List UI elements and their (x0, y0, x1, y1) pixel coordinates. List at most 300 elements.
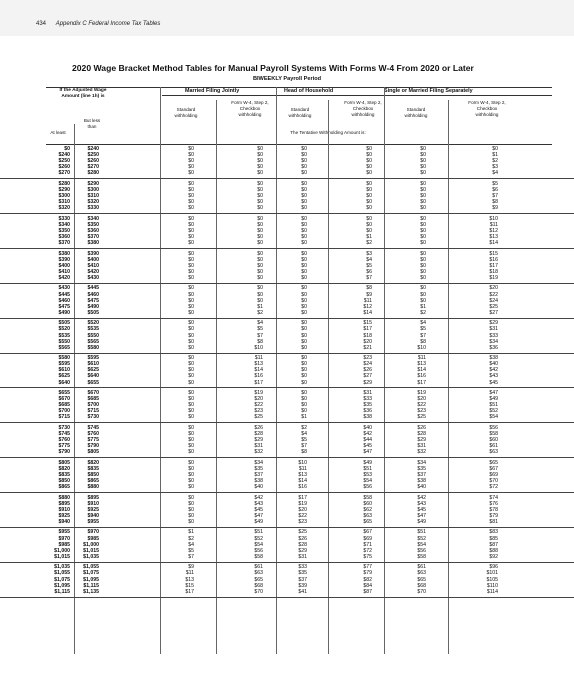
table-cell: $8 (492, 199, 498, 206)
table-cell: $38 (254, 478, 263, 485)
table-cell: $36 (363, 408, 372, 415)
table-cell: $340 (87, 215, 99, 222)
table-cell: $865 (87, 478, 99, 485)
table-cell: $17 (254, 379, 263, 386)
table-cell: $0 (420, 152, 426, 159)
table-cell: $0 (366, 170, 372, 177)
table-cell: $0 (420, 199, 426, 206)
table-cell: $745 (58, 430, 70, 437)
table-cell: $92 (489, 553, 498, 560)
table-cell: $0 (301, 344, 307, 351)
table-cell: $0 (301, 250, 307, 257)
table-cell: $910 (87, 500, 99, 507)
table-cell: $61 (254, 564, 263, 571)
table-cell: $0 (301, 390, 307, 397)
table-cell: $5 (492, 180, 498, 187)
table-cell: $0 (188, 443, 194, 450)
table-cell: $17 (185, 588, 194, 595)
table-cell: $47 (489, 390, 498, 397)
table-cell: $45 (417, 506, 426, 513)
table-cell: $320 (58, 205, 70, 212)
table-cell: $400 (87, 256, 99, 263)
table-cell: $15 (185, 582, 194, 589)
table-cell: $390 (87, 250, 99, 257)
table-cell: $44 (363, 437, 372, 444)
table-cell: $0 (366, 215, 372, 222)
table-cell: $370 (87, 234, 99, 241)
table-cell: $68 (417, 582, 426, 589)
table-cell: $32 (417, 449, 426, 456)
table-cell: $370 (58, 240, 70, 247)
table-cell: $0 (188, 215, 194, 222)
table-cell: $775 (87, 437, 99, 444)
head-standard-header (280, 107, 320, 119)
table-cell: $25 (298, 529, 307, 536)
table-cell: $850 (58, 478, 70, 485)
table-cell: $51 (489, 402, 498, 409)
table-cell: $37 (254, 471, 263, 478)
head-of-household-header: Head of Household (284, 88, 334, 94)
table-cell: $105 (486, 576, 498, 583)
table-cell: $25 (417, 414, 426, 421)
table-cell: $350 (87, 221, 99, 228)
table-cell: $20 (417, 396, 426, 403)
table-cell: $7 (366, 275, 372, 282)
table-cell: $85 (489, 535, 498, 542)
table-cell: $0 (301, 158, 307, 165)
table-cell: $10 (254, 344, 263, 351)
table-cell: $83 (489, 529, 498, 536)
table-cell: $0 (188, 430, 194, 437)
table-cell: $56 (254, 547, 263, 554)
table-cell: $14 (254, 367, 263, 374)
table-cell: $655 (87, 379, 99, 386)
table-cell: $340 (58, 221, 70, 228)
row-block (0, 495, 574, 528)
table-cell: $40 (363, 424, 372, 431)
table-cell: $21 (363, 344, 372, 351)
table-cell: $77 (363, 564, 372, 571)
table-cell: $700 (87, 402, 99, 409)
table-cell: $23 (363, 355, 372, 362)
table-cell: $11 (363, 297, 372, 304)
table-cell: $0 (188, 449, 194, 456)
table-cell: $65 (489, 459, 498, 466)
table-cell: $0 (420, 180, 426, 187)
row-block (0, 181, 574, 214)
table-cell: $400 (58, 262, 70, 269)
table-cell: $54 (363, 478, 372, 485)
table-cell: $0 (257, 170, 263, 177)
table-cell: $0 (257, 146, 263, 152)
table-cell: $0 (257, 297, 263, 304)
table-cell: $49 (363, 459, 372, 466)
tentative-amount-header: The Tentative Withholding Amount is: (290, 130, 366, 135)
table-cell: $25 (489, 303, 498, 310)
table-cell: $805 (87, 449, 99, 456)
table-cell: $23 (298, 519, 307, 526)
table-cell: $0 (188, 367, 194, 374)
table-cell: $430 (58, 285, 70, 292)
table-cell: $270 (58, 170, 70, 177)
table-cell: $11 (417, 355, 426, 362)
table-cell: $0 (301, 170, 307, 177)
table-cell: $0 (301, 355, 307, 362)
table-cell: $7 (301, 443, 307, 450)
table-cell: $75 (363, 553, 372, 560)
table-cell: $1 (492, 152, 498, 159)
table-cell: $0 (301, 309, 307, 316)
table-cell: $925 (87, 506, 99, 513)
table-cell: $0 (301, 396, 307, 403)
table-cell: $1,055 (83, 564, 99, 571)
table-cell: $0 (257, 193, 263, 200)
table-cell: $25 (254, 414, 263, 421)
table-cell: $14 (417, 367, 426, 374)
row-block (0, 460, 574, 493)
table-cell: $29 (363, 379, 372, 386)
table-cell: $8 (420, 338, 426, 345)
table-cell: $310 (58, 199, 70, 206)
table-cell: $34 (489, 338, 498, 345)
table-cell: $1,095 (54, 582, 70, 589)
table-cell: $445 (87, 285, 99, 292)
table-cell: $380 (87, 240, 99, 247)
table-cell: $110 (486, 582, 498, 589)
table-cell: $0 (366, 158, 372, 165)
table-cell: $0 (188, 408, 194, 415)
table-cell: $14 (489, 240, 498, 247)
table-cell: $45 (489, 379, 498, 386)
table-cell: $16 (254, 373, 263, 380)
table-cell: $970 (87, 529, 99, 536)
table-cell: $0 (301, 164, 307, 171)
table-cell: $0 (188, 234, 194, 241)
table-cell: $45 (363, 443, 372, 450)
sub-label: withholding (351, 112, 375, 117)
sub-label: than (87, 124, 97, 129)
table-cell: $7 (492, 193, 498, 200)
table-cell: $4 (188, 541, 194, 548)
row-block (0, 425, 574, 458)
table-cell: $32 (254, 449, 263, 456)
table-cell: $1,135 (83, 588, 99, 595)
table-cell: $33 (363, 396, 372, 403)
single-checkbox-header (460, 100, 514, 118)
table-cell: $35 (298, 570, 307, 577)
payroll-period: BIWEEKLY Payroll Period (252, 76, 322, 82)
table-cell: $38 (489, 355, 498, 362)
block-separator (0, 386, 574, 389)
table-cell: $0 (366, 146, 372, 152)
table-cell: $490 (58, 309, 70, 316)
table-cell: $18 (489, 268, 498, 275)
sub-label: withholding (404, 113, 428, 118)
table-cell: $51 (363, 465, 372, 472)
table-cell: $685 (87, 396, 99, 403)
table-cell: $54 (254, 541, 263, 548)
table-cell: $970 (58, 535, 70, 542)
table-cell: $31 (489, 326, 498, 333)
table-cell: $625 (58, 373, 70, 380)
table-cell: $330 (87, 205, 99, 212)
table-cell: $0 (366, 227, 372, 234)
table-cell: $0 (188, 396, 194, 403)
table-cell: $7 (257, 332, 263, 339)
table-cell: $0 (420, 227, 426, 234)
adjusted-wage-line2: Amount (line 1h) is (61, 94, 105, 99)
table-cell: $565 (58, 344, 70, 351)
row-block (0, 564, 574, 597)
table-cell: $2 (188, 535, 194, 542)
table-cell: $58 (254, 553, 263, 560)
table-cell: $29 (489, 320, 498, 327)
table-cell: $0 (257, 262, 263, 269)
table-cell: $0 (257, 291, 263, 298)
table-cell: $0 (257, 234, 263, 241)
sub-label: Checkbox (476, 106, 498, 111)
table-cell: $940 (87, 512, 99, 519)
table-cell: $655 (58, 390, 70, 397)
table-cell: $0 (188, 459, 194, 466)
table-cell: $60 (489, 437, 498, 444)
table-cell: $790 (87, 443, 99, 450)
table-cell: $26 (363, 367, 372, 374)
table-cell: $1,055 (54, 570, 70, 577)
table-cell: $7 (420, 332, 426, 339)
table-cell: $0 (301, 303, 307, 310)
table-cell: $0 (188, 355, 194, 362)
table-cell: $760 (87, 430, 99, 437)
table-cell: $49 (489, 396, 498, 403)
table-cell: $27 (489, 309, 498, 316)
at-least-header: At least (50, 130, 66, 135)
table-row (0, 484, 574, 490)
table-cell: $69 (489, 471, 498, 478)
table-cell: $0 (188, 320, 194, 327)
table-cell: $0 (257, 256, 263, 263)
table-cell: $28 (298, 541, 307, 548)
single-header: Single or Married Filing Separately (384, 88, 473, 94)
table-cell: $865 (58, 484, 70, 491)
sub-label: Form W-4, Step 2, (344, 100, 382, 105)
table-cell: $490 (87, 303, 99, 310)
table-cell: $20 (489, 285, 498, 292)
sub-label: Standard (406, 107, 426, 112)
table-cell: $56 (417, 547, 426, 554)
sub-label: Checkbox (352, 106, 374, 111)
table-cell: $1,015 (83, 547, 99, 554)
table-cell: $4 (257, 320, 263, 327)
table-cell: $0 (188, 379, 194, 386)
table-cell: $360 (58, 234, 70, 241)
table-cell: $0 (301, 367, 307, 374)
table-cell: $76 (489, 500, 498, 507)
table-cell: $445 (58, 291, 70, 298)
table-cell: $38 (363, 414, 372, 421)
table-cell: $5 (301, 437, 307, 444)
table-row (0, 240, 574, 246)
table-cell: $460 (87, 291, 99, 298)
table-cell: $1,015 (54, 553, 70, 560)
table-cell: $0 (257, 199, 263, 206)
table-cell: $0 (420, 297, 426, 304)
table-cell: $390 (58, 256, 70, 263)
sub-label: Standard (290, 107, 310, 112)
block-separator (0, 490, 574, 493)
table-cell: $0 (188, 268, 194, 275)
table-cell: $13 (254, 361, 263, 368)
table-cell: $505 (58, 320, 70, 327)
table-cell: $880 (58, 494, 70, 501)
table-cell: $17 (489, 262, 498, 269)
table-cell: $6 (492, 186, 498, 193)
table-cell: $0 (257, 180, 263, 187)
table-cell: $62 (363, 506, 372, 513)
table-cell: $320 (87, 199, 99, 206)
table-cell: $820 (58, 465, 70, 472)
table-cell: $0 (188, 465, 194, 472)
table-cell: $0 (366, 193, 372, 200)
table-cell: $0 (188, 414, 194, 421)
table-cell: $985 (87, 535, 99, 542)
table-cell: $0 (420, 205, 426, 212)
block-separator (0, 525, 574, 528)
table-cell: $0 (188, 291, 194, 298)
row-block (0, 251, 574, 284)
row-block (0, 216, 574, 249)
table-cell: $260 (87, 158, 99, 165)
table-cell: $1 (188, 529, 194, 536)
married-jointly-header: Married Filing Jointly (185, 88, 240, 94)
table-row (0, 275, 574, 281)
table-cell: $0 (188, 240, 194, 247)
table-cell: $0 (301, 268, 307, 275)
table-cell: $82 (363, 576, 372, 583)
table-cell: $22 (417, 402, 426, 409)
head-checkbox-header (336, 100, 390, 118)
table-cell: $640 (87, 373, 99, 380)
table-cell: $17 (298, 494, 307, 501)
table-cell: $895 (87, 494, 99, 501)
table-row (0, 554, 574, 560)
table-cell: $535 (58, 332, 70, 339)
table-cell: $0 (301, 285, 307, 292)
table-cell: $895 (58, 500, 70, 507)
table-cell: $84 (363, 582, 372, 589)
table-cell: $17 (363, 326, 372, 333)
table-cell: $0 (188, 332, 194, 339)
table-row (0, 449, 574, 455)
table-cell: $22 (254, 402, 263, 409)
table-cell: $330 (58, 215, 70, 222)
table-cell: $550 (87, 332, 99, 339)
table-cell: $0 (492, 146, 498, 152)
table-cell: $0 (420, 221, 426, 228)
table-cell: $0 (301, 402, 307, 409)
table-cell: $0 (257, 215, 263, 222)
table-cell: $13 (185, 576, 194, 583)
table-cell: $29 (254, 437, 263, 444)
table-cell: $0 (301, 338, 307, 345)
table-cell: $81 (489, 519, 498, 526)
table-cell: $5 (420, 326, 426, 333)
table-cell: $5 (366, 262, 372, 269)
table-cell: $88 (489, 547, 498, 554)
table-cell: $35 (254, 465, 263, 472)
table-cell: $26 (417, 424, 426, 431)
block-separator (0, 560, 574, 563)
table-cell: $0 (188, 437, 194, 444)
table-cell: $12 (363, 303, 372, 310)
table-cell: $0 (420, 240, 426, 247)
table-cell: $45 (254, 506, 263, 513)
table-cell: $1,000 (83, 541, 99, 548)
table-cell: $11 (254, 355, 263, 362)
table-cell: $3 (492, 164, 498, 171)
table-row (0, 205, 574, 211)
table-cell: $52 (489, 408, 498, 415)
table-cell: $14 (363, 309, 372, 316)
table-cell: $15 (489, 250, 498, 257)
table-cell: $0 (366, 180, 372, 187)
table-cell: $5 (188, 547, 194, 554)
table-cell: $0 (420, 170, 426, 177)
table-cell: $65 (363, 519, 372, 526)
table-cell: $31 (363, 390, 372, 397)
sub-label: Standard (176, 107, 196, 112)
table-cell: $0 (301, 256, 307, 263)
table-cell: $18 (363, 332, 372, 339)
table-cell: $27 (363, 373, 372, 380)
table-cell: $40 (489, 361, 498, 368)
table-cell: $0 (188, 506, 194, 513)
table-cell: $68 (254, 582, 263, 589)
table-cell: $0 (257, 240, 263, 247)
table-cell: $0 (301, 240, 307, 247)
table-cell: $11 (298, 465, 307, 472)
table-cell: $0 (420, 193, 426, 200)
wage-bracket-table (0, 146, 574, 599)
sub-label: Checkbox (239, 106, 261, 111)
table-cell: $16 (298, 484, 307, 491)
table-cell: $910 (58, 506, 70, 513)
table-cell: $4 (420, 320, 426, 327)
table-cell: $28 (254, 430, 263, 437)
table-cell: $26 (254, 424, 263, 431)
table-row (0, 310, 574, 316)
table-cell: $8 (301, 449, 307, 456)
sub-label: withholding (288, 113, 312, 118)
table-row (0, 414, 574, 420)
table-cell: $0 (301, 275, 307, 282)
table-cell: $37 (417, 471, 426, 478)
table-cell: $58 (489, 430, 498, 437)
table-cell: $96 (489, 564, 498, 571)
table-row (0, 345, 574, 351)
table-cell: $1 (301, 414, 307, 421)
table-cell: $0 (257, 164, 263, 171)
table-cell: $20 (363, 338, 372, 345)
table-cell: $23 (417, 408, 426, 415)
table-cell: $1 (366, 234, 372, 241)
table-row (0, 380, 574, 386)
table-cell: $16 (489, 256, 498, 263)
table-cell: $2 (301, 424, 307, 431)
table-cell: $835 (58, 471, 70, 478)
table-cell: $685 (58, 402, 70, 409)
table-cell: $71 (363, 541, 372, 548)
